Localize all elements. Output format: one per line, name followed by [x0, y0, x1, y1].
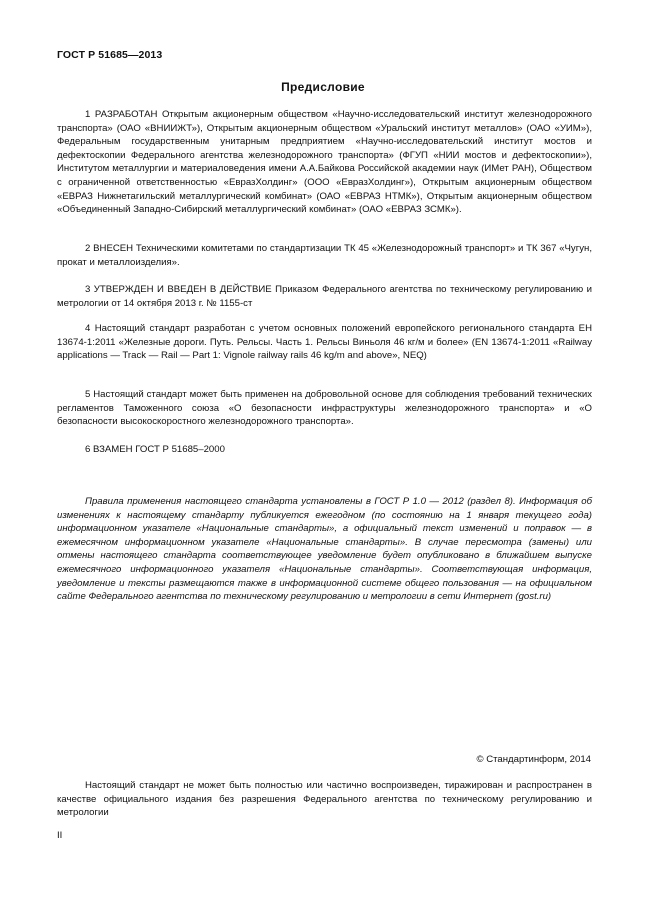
- paragraph-basis: 4 Настоящий стандарт разработан с учетом основных положений европейского регионального стандарта ЕН 13674-1:2011 «Железные дороги. Путь. Рельсы. Часть 1. Рельсы Виньоля 46 кг/м и более» (EN 13674-1:2011 «Railway applications — Track — Rail — Part 1: Vignole railway rails 46 kg/m and above», NEQ): [57, 323, 592, 362]
- document-header: ГОСТ Р 51685—2013: [57, 49, 163, 61]
- page-number: II: [57, 830, 63, 841]
- reproduction-notice: Настоящий стандарт не может быть полностью или частично воспроизведен, тиражирован и распространен в качестве официального издания без разрешения Федерального агентства по техническому регулированию и метрологии: [57, 780, 592, 819]
- usage-rules-note: Правила применения настоящего стандарта установлены в ГОСТ Р 1.0 — 2012 (раздел 8). Информация об изменениях к настоящему стандарту публикуется ежегодном (по состоянию на 1 января текущего года) информационном указателе «Национальные стандарты», а официальный текст изменений и поправок — в ежемесячном информационном указателе «Национальные стандарты». В случае пересмотра (замены) или отмены настоящего стандарта соответствующее уведомление будет опубликовано в ближайшем выпуске ежемесячного информационного указателя «Национальные стандарты». Соответствующая информация, уведомление и тексты размещаются также в информационной системе общего пользования — на официальном сайте Федерального агентства по техническому регулированию и метрологии в сети Интернет (gost.ru): [57, 496, 592, 603]
- copyright: © Стандартинформ, 2014: [476, 754, 591, 765]
- paragraph-replaces: 6 ВЗАМЕН ГОСТ Р 51685–2000: [85, 444, 225, 455]
- paragraph-developed-by: 1 РАЗРАБОТАН Открытым акционерным обществом «Научно-исследовательский институт железнодорожного транспорта» (ОАО «ВНИИЖТ»), Открытым акционерным обществом «Уральский институт металлов» (ОАО «УИМ»), Федеральным государственным унитарным предприятием «Научно-исследовательский институт мостов и дефектоскопии Федерального агентства железнодорожного транспорта» (ФГУП «НИИ мостов и дефектоскопии»), Институтом металлургии и материаловедения имени А.А.Байкова Российской академии наук (ИМет РАН), Обществом с ограниченной ответственностью «ЕвразХолдинг» (ООО «ЕвразХолдинг»), Открытым акционерным обществом «ЕВРАЗ Нижнетагильский металлургический комбинат» (ОАО «ЕВРАЗ НТМК»), Открытым акционерным обществом «Объединенный Западно-Сибирский металлургический комбинат» (ОАО «ЕВРАЗ ЗСМК»).: [57, 109, 592, 216]
- page-title: Предисловие: [281, 80, 365, 94]
- paragraph-application: 5 Настоящий стандарт может быть применен на добровольной основе для соблюдения требований технических регламентов Таможенного союза «О безопасности инфраструктуры железнодорожного транспорта» и «О безопасности высокоскоростного железнодорожного транспорта».: [57, 389, 592, 428]
- paragraph-approved: 3 УТВЕРЖДЕН И ВВЕДЕН В ДЕЙСТВИЕ Приказом Федерального агентства по техническому регулированию и метрологии от 14 октября 2013 г. № 1155-ст: [57, 284, 592, 309]
- paragraph-introduced-by: 2 ВНЕСЕН Техническими комитетами по стандартизации ТК 45 «Железнодорожный транспорт» и ТК 367 «Чугун, прокат и металлоизделия».: [57, 243, 592, 268]
